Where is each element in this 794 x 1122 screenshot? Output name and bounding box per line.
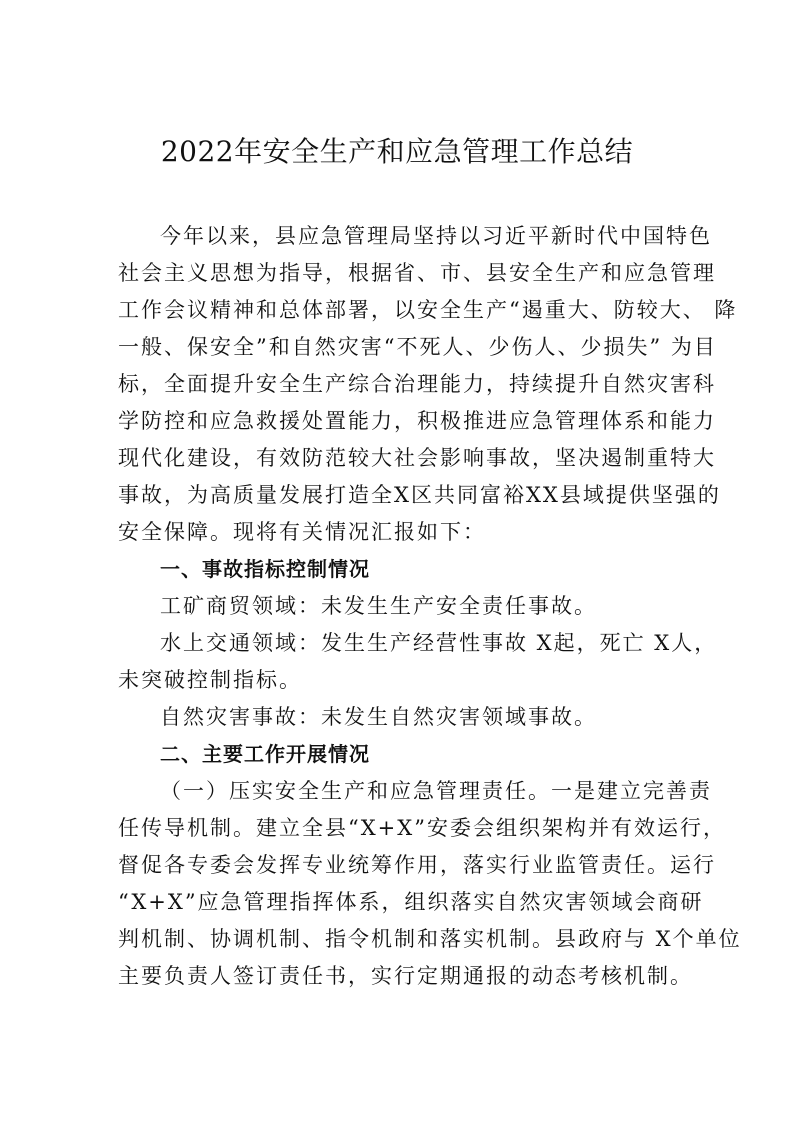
paragraph-line: 安全保障。现将有关情况汇报如下： [118,520,486,544]
paragraph-line: 督促各专委会发挥专业统筹作用，落实行业监管责任。运行 [118,853,716,877]
paragraph-line: 今年以来，县应急管理局坚持以习近平新时代中国特色 [160,224,712,248]
document-title: 2022年安全生产和应急管理工作总结 [160,135,634,168]
paragraph-line: （一）压实安全生产和应急管理责任。一是建立完善责 [160,779,712,803]
paragraph-line: 现代化建设，有效防范较大社会影响事故，坚决遏制重特大 [118,446,716,470]
paragraph-line: 学防控和应急救援处置能力，积极推进应急管理体系和能力 [118,409,716,433]
paragraph-line: 未突破控制指标。 [118,668,302,692]
paragraph-line: 水上交通领域：发生生产经营性事故 X起，死亡 X人， [160,631,718,655]
paragraph-line: 判机制、协调机制、指令机制和落实机制。县政府与 X个单位 [118,927,742,951]
paragraph-line: 一般、保安全”和自然灾害“不死人、少伤人、少损失” 为目 [118,335,717,359]
paragraph-line: 事故，为高质量发展打造全X区共同富裕XX县域提供坚强的 [118,483,721,507]
paragraph-line: 工矿商贸领域：未发生生产安全责任事故。 [160,594,597,618]
section-heading-2: 二、主要工作开展情况 [160,742,370,766]
paragraph-line: 任传导机制。建立全县“X+X”安委会组织架构并有效运行， [118,816,726,840]
paragraph-line: 工作会议精神和总体部署，以安全生产“遏重大、防较大、 降 [118,298,738,322]
section-heading-1: 一、事故指标控制情况 [160,557,370,581]
paragraph-line: “X+X”应急管理指挥体系，组织落实自然灾害领域会商研 [118,890,704,914]
paragraph-line: 社会主义思想为指导，根据省、市、县安全生产和应急管理 [118,261,716,285]
paragraph-line: 主要负责人签订责任书，实行定期通报的动态考核机制。 [118,964,693,988]
paragraph-line: 自然灾害事故：未发生自然灾害领域事故。 [160,705,597,729]
paragraph-line: 标，全面提升安全生产综合治理能力，持续提升自然灾害科 [118,372,716,396]
